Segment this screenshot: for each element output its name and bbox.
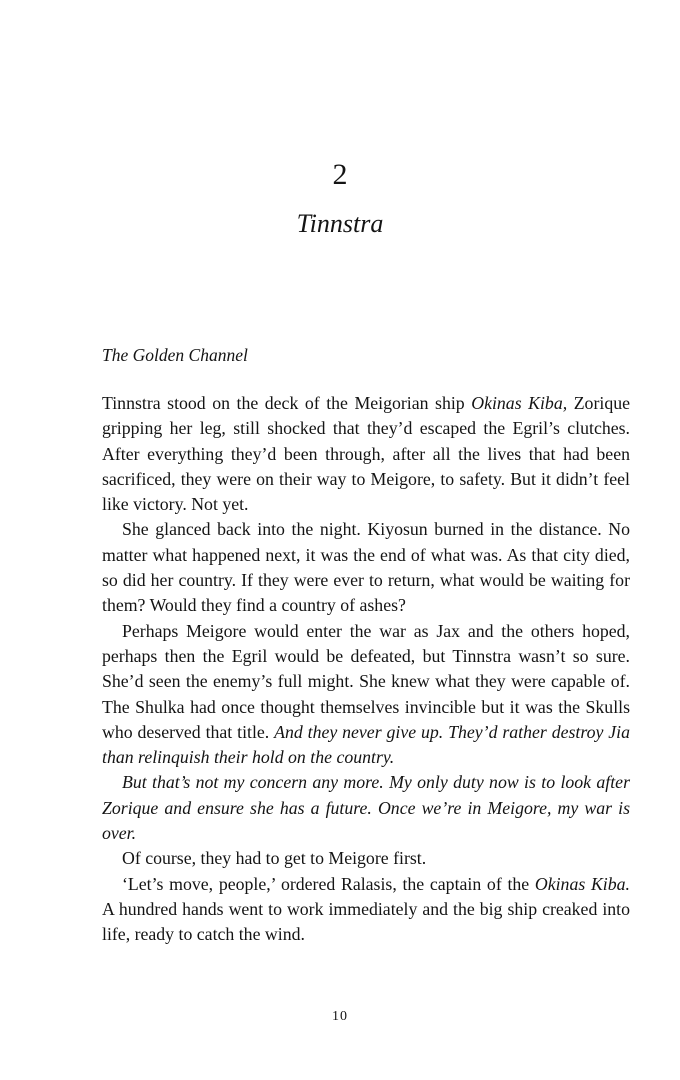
paragraph-2: She glanced back into the night. Kiyosun burned in the distance. No matter what happened next, it was the end of what was. As that city died, so did her country. If they were ever to return, what would be waiting for them? Would they find a country of ashes? [102,519,630,616]
paragraph-4-italic-thought: But that’s not my concern any more. My only duty now is to look after Zorique and ensure she has a future. Once we’re in Meigore, my war is over. [102,772,630,844]
chapter-number: 2 [332,158,348,191]
ship-name: Okinas Kiba, [471,393,568,413]
section-heading: The Golden Channel [102,345,248,365]
paragraph-6-text-start: ‘Let’s move, people,’ ordered Ralasis, the captain of the [122,873,535,894]
paragraph-1 [102,391,630,517]
chapter-title: Tinnstra [296,209,384,238]
paragraph-1-text-start: Tinnstra stood on the deck of the Meigorian ship [102,393,472,413]
page-number: 10 [332,1009,348,1024]
paragraph-6 [102,872,630,948]
paragraph-3-text: Perhaps Meigore would enter the war as Jax and the others hoped, perhaps then the Egril would be defeated, but Tinnstra wasn’t so sure. She’d seen the enemy’s full might. She knew what they were capable of. The Shulka had once thought themselves invincible but it was the Skulls who deserved that title. [102,620,630,742]
paragraph-6-text-end: A hundred hands went to work immediately and the big ship creaked into life, ready to catch the wind. [102,898,630,945]
body-text [102,391,630,948]
paragraph-5: Of course, they had to get to Meigore first. [122,848,427,869]
paragraph-3-italic-thought: And they never give up. They’d rather destroy Jia than relinquish their hold on the country. [102,721,630,768]
ship-name: Okinas Kiba. [534,873,630,894]
paragraph-1-text-end: Zorique gripping her leg, still shocked that they’d escaped the Egril’s clutches. After everything they’d been through, after all the lives that had been sacrificed, they were on their way to Meigore, to safety. But it didn’t feel like victory. Not yet. [102,393,630,515]
paragraph-3 [102,619,630,771]
